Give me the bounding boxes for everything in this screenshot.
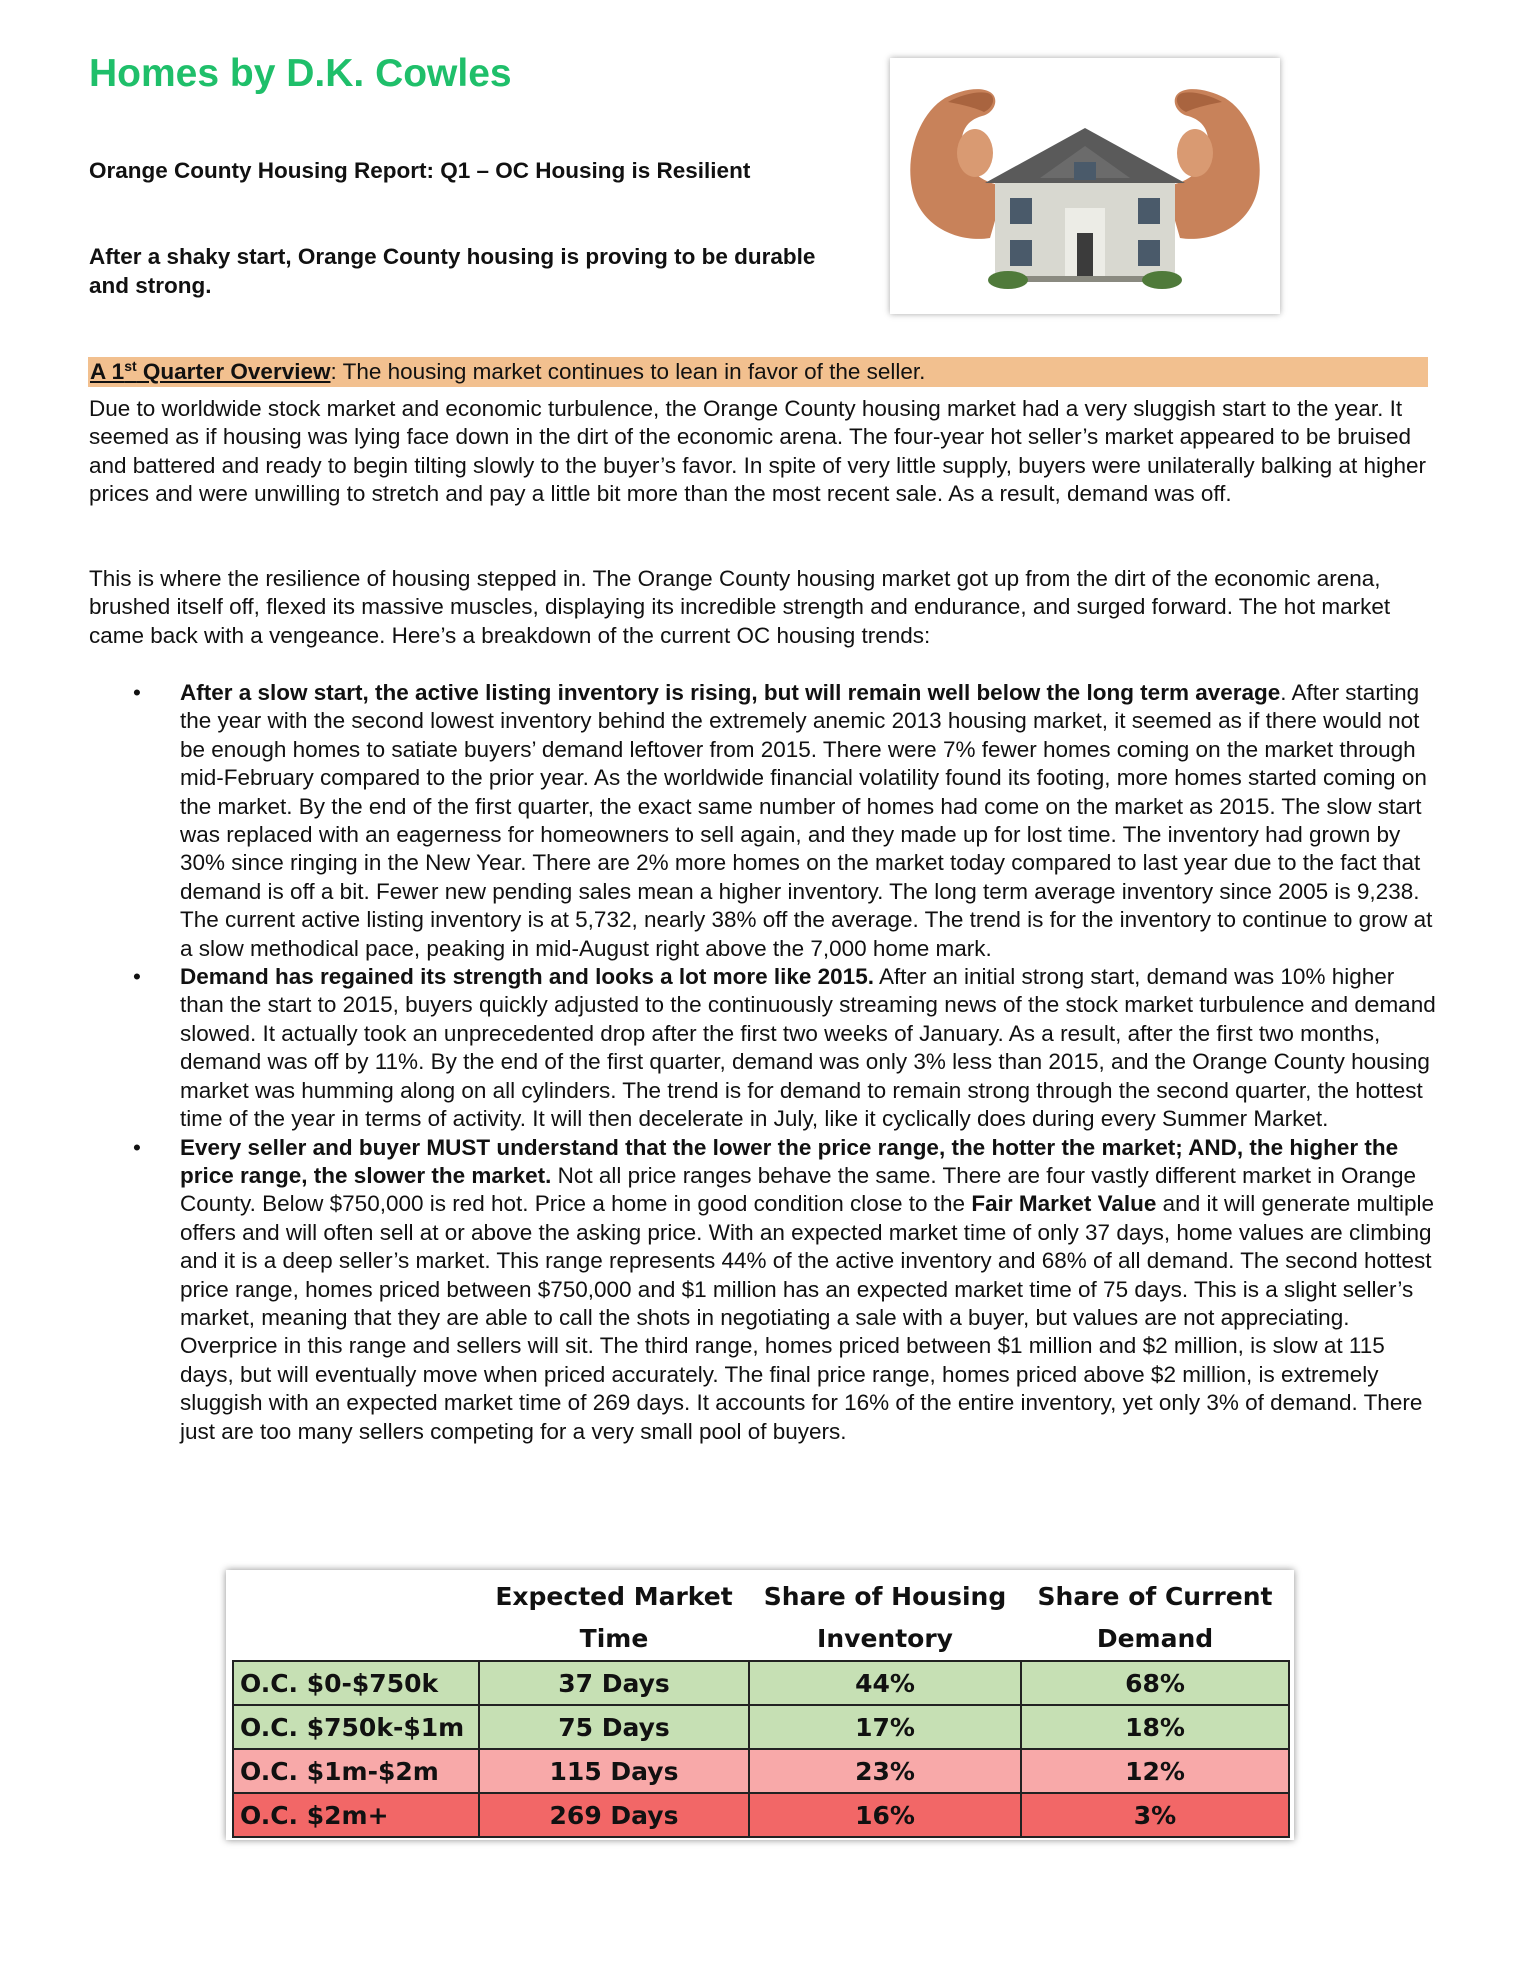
brand-title: Homes by D.K. Cowles [89,52,512,95]
overview-lead-prefix: A 1 [90,359,125,384]
market-time-cell: 115 Days [479,1749,749,1793]
bullet-icon: • [133,1134,141,1160]
overview-text: The housing market continues to lean in favor of the seller. [336,359,926,384]
bullet-icon: • [133,964,141,990]
market-table-image [226,1570,1294,1840]
trend-heading: After a slow start, the active listing inventory is rising, but will remain well below the long term average [180,680,1281,705]
demand-share-cell: 3% [1021,1793,1289,1837]
header-line: Time [579,1624,649,1653]
header-line: Demand [1096,1624,1214,1653]
table-header-row [233,1576,1289,1661]
market-time-cell: 37 Days [479,1661,749,1705]
muscular-house-image [890,58,1280,314]
overview-lead-suffix: Quarter Overview [136,359,331,384]
trends-list [89,679,1439,1446]
price-range-cell: O.C. $1m-$2m [233,1749,479,1793]
overview-colon: : [330,359,337,384]
quarter-overview-banner [88,357,1428,387]
list-item [89,679,1439,963]
trend-text: After an initial strong start, demand was 10% higher than the start to 2015, buyers quickly adjusted to the continuously streaming news of the stock market turbulence and demand slowed. It actually took an unprecedented drop after the first two weeks of January. As a result, after the first two months, demand was off by 11%. By the end of the first quarter, demand was only 3% less than 2015, and the Orange County housing market was humming along on all cylinders. The trend is for demand to remain strong through the second quarter, the hottest time of the year in terms of activity. It will then decelerate in July, like it cyclically does during every Summer Market. [180,964,1436,1132]
resilience-paragraph: This is where the resilience of housing stepped in. The Orange County housing market got up from the dirt of the economic arena, brushed itself off, flexed its massive muscles, displaying its incredible strength and endurance, and surged forward. The hot market came back with a vengeance. Here’s a breakdown of the current OC housing trends: [89,566,1391,648]
table-row [233,1661,1289,1705]
demand-share-cell: 18% [1021,1705,1289,1749]
list-item [89,1134,1439,1446]
trend-heading: Every seller and buyer MUST understand that the lower the price range, the hotter the market; AND, the higher the price range, the slower the market. [180,1134,1399,1188]
trend-text: Not all price ranges behave the same. There are four vastly different market in Orange County. Below $750,000 is red hot. Price a home in good condition close to the [180,1162,1417,1217]
price-range-cell: O.C. $2m+ [233,1793,479,1837]
header-line: Share of Current [1037,1582,1273,1611]
price-range-cell: O.C. $750k-$1m [233,1705,479,1749]
table-row [233,1749,1289,1793]
report-subtitle: Orange County Housing Report: Q1 – OC Housing is Resilient [89,158,751,183]
bullet-icon: • [133,680,141,705]
table-row [233,1793,1289,1837]
fair-market-value-term: Fair Market Value [971,1191,1157,1217]
inventory-share-cell: 23% [749,1749,1021,1793]
header-line: Expected Market [495,1582,733,1611]
price-range-cell: O.C. $0-$750k [233,1661,479,1705]
header-inventory-share [749,1576,1021,1661]
report-tagline: After a shaky start, Orange County housing is proving to be durable and strong. [89,244,816,298]
table-row [233,1705,1289,1749]
header-demand-share [1021,1576,1289,1661]
trend-text-continued: and it will generate multiple offers and will often sell at or above the asking price. With an expected market time of only 37 days, home values are climbing and it is a deep seller’s market. This range represents 44% of the active inventory and 68% of all demand. The second hottest price range, homes priced between $750,000 and $1 million has an expected market time of 75 days. This is a slight seller’s market, meaning that they are able to call the shots in negotiating a sale with a buyer, but values are not appreciating. Overprice in this range and sellers will sit. The third range, homes priced between $1 million and $2 million, is slow at 115 days, but will eventually move when priced accurately. The final price range, homes priced above $2 million, is extremely sluggish with an expected market time of 269 days. It accounts for 16% of the entire inventory, yet only 3% of demand. There just are too many sellers competing for a very small pool of buyers. [180,1191,1435,1444]
trend-text: . After starting the year with the second lowest inventory behind the extremely anemic 2013 housing market, it seemed as if there would not be enough homes to satiate buyers’ demand leftover from 2015. There were 7% fewer homes coming on the market through mid-February compared to the prior year. As the worldwide financial volatility found its footing, more homes started coming on the market. By the end of the first quarter, the exact same number of homes had come on the market as 2015. The slow start was replaced with an eagerness for homeowners to sell again, and they made up for lost time. The inventory had grown by 30% since ringing in the New Year. There are 2% more homes on the market today compared to last year due to the fact that demand is off a bit. Fewer new pending sales mean a higher inventory. The long term average inventory since 2005 is 9,238. The current active listing inventory is at 5,732, nearly 38% off the average. The trend is for the inventory to continue to grow at a slow methodical pace, peaking in mid-August right above the 7,000 home mark. [180,680,1433,961]
inventory-share-cell: 16% [749,1793,1021,1837]
market-time-cell: 269 Days [479,1793,749,1837]
header-line: Inventory [817,1624,953,1653]
market-table [232,1576,1290,1838]
list-item [89,963,1439,1133]
demand-share-cell: 68% [1021,1661,1289,1705]
header-market-time [479,1576,749,1661]
inventory-share-cell: 17% [749,1705,1021,1749]
inventory-share-cell: 44% [749,1661,1021,1705]
trend-heading: Demand has regained its strength and looks a lot more like 2015. [180,964,874,990]
demand-share-cell: 12% [1021,1749,1289,1793]
overview-lead [90,359,330,384]
header-blank [233,1576,479,1661]
market-time-cell: 75 Days [479,1705,749,1749]
intro-paragraph: Due to worldwide stock market and economic turbulence, the Orange County housing market had a very sluggish start to the year. It seemed as if housing was lying face down in the dirt of the economic arena. The four-year hot seller’s market appeared to be bruised and battered and ready to begin tilting slowly to the buyer’s favor. In spite of very little supply, buyers were unilaterally balking at higher prices and were unwilling to stretch and pay a little bit more than the most recent sale. As a result, demand was off. [89,396,1427,507]
header-line: Share of Housing [763,1582,1007,1611]
overview-lead-sup: st [124,358,137,374]
